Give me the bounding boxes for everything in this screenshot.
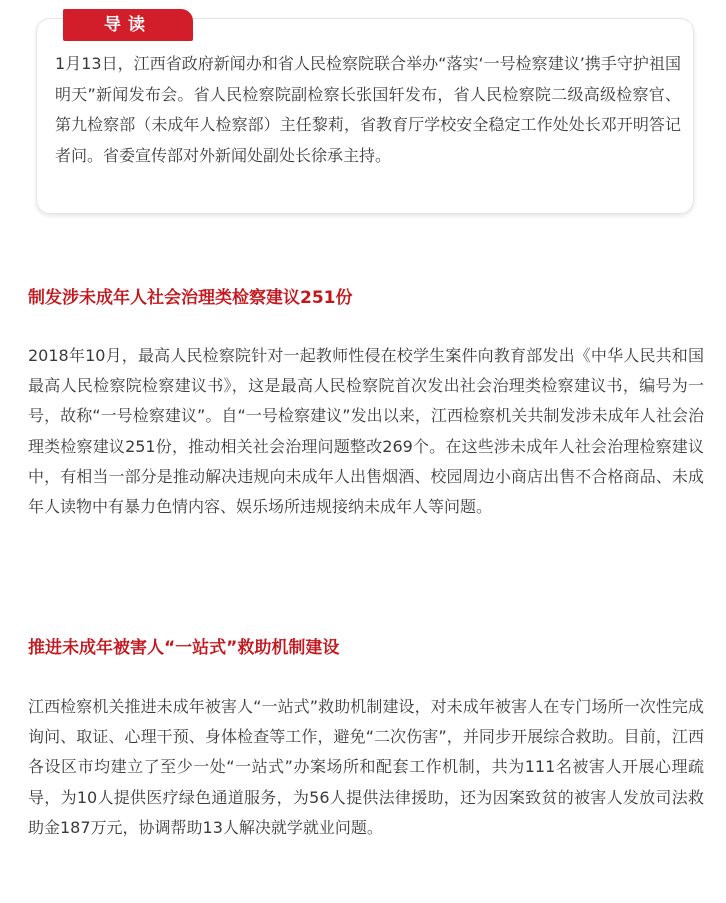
intro-text: 1月13日，江西省政府新闻办和省人民检察院联合举办“落实‘一号检察建议’携手守护祖国明天”新闻发布会。省人民检察院副检察长张国轩发布，省人民检察院二级高级检察官、第九检察部（未成年人检察部）主任黎莉，省教育厅学校安全稳定工作处处长邓开明答记者问。省委宣传部对外新闻处副处长徐承主持。 — [55, 54, 681, 165]
intro-box — [36, 15, 694, 214]
section-title-one-stop-rescue: 推进未成年被害人“一站式”救助机制建设 — [28, 638, 340, 658]
section-title-proposals: 制发涉未成年人社会治理类检察建议251份 — [28, 288, 353, 308]
section-body-proposals: 2018年10月，最高人民检察院针对一起教师性侵在校学生案件向教育部发出《中华人民共和国最高人民检察院检察建议书》，这是最高人民检察院首次发出社会治理类检察建议书，编号为一号，故称“一号检察建议”。自“一号检察建议”发出以来，江西检察机关共制发涉未成年人社会治理类检察建议251份，推动相关社会治理问题整改269个。在这些涉未成年人社会治理检察建议中，有相当一部分是推动解决违规向未成年人出售烟酒、校园周边小商店出售不合格商品、未成年人读物中有暴力色情内容、娱乐场所违规接纳未成年人等问题。 — [28, 346, 704, 517]
intro-tag: 导读 — [63, 9, 193, 41]
section-body-one-stop-rescue: 江西检察机关推进未成年被害人“一站式”救助机制建设，对未成年被害人在专门场所一次性完成询问、取证、心理干预、身体检查等工作，避免“二次伤害”，并同步开展综合救助。目前，江西各设区市均建立了至少一处“一站式”办案场所和配套工作机制，共为111名被害人开展心理疏导，为10人提供医疗绿色通道服务，为56人提供法律援助，还为因案致贫的被害人发放司法救助金187万元，协调帮助13人解决就学就业问题。 — [28, 697, 704, 837]
